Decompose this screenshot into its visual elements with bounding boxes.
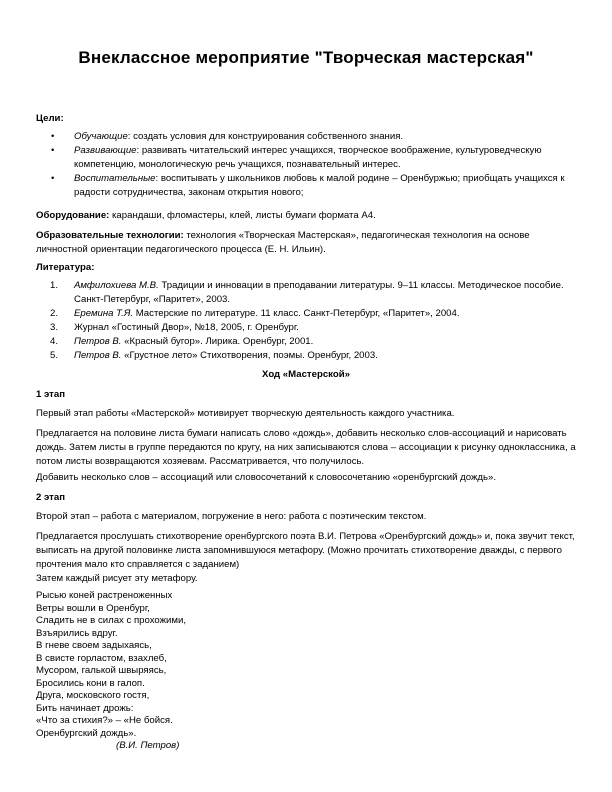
- stage1-heading: 1 этап: [36, 389, 66, 400]
- bullet-icon: •: [51, 131, 55, 142]
- poem-line: В свисте горластом, взахлеб,: [36, 652, 167, 664]
- lit-author: Петров В.: [74, 350, 122, 361]
- goal-label: Воспитательные: [74, 173, 156, 184]
- goal-label: Развивающие: [74, 145, 137, 156]
- literature-list: [36, 279, 576, 363]
- document-title: Внеклассное мероприятие "Творческая мастерская": [78, 48, 534, 67]
- bullet-icon: •: [51, 173, 55, 184]
- lit-text: «Красный бугор». Лирика. Оренбург, 2001.: [121, 336, 314, 347]
- stage2-paragraph-3: Затем каждый рисует эту метафору.: [36, 573, 198, 584]
- technologies-label: Образовательные технологии:: [36, 230, 184, 241]
- list-item: [36, 349, 576, 363]
- lit-text: Мастерские по литературе. 11 класс. Санкт-Петербург, «Паритет», 2004.: [133, 308, 460, 319]
- list-item: [36, 321, 576, 335]
- poem: [36, 590, 336, 753]
- stage1-paragraph-1: Первый этап работы «Мастерской» мотивирует творческую деятельность каждого участника.: [36, 408, 455, 419]
- goal-text: : воспитывать у школьников любовь к малой родине – Оренбуржью; приобщать учащихся к радости сотрудничества, законам открытия нового;: [74, 173, 565, 198]
- goals-heading: Цели:: [36, 113, 64, 124]
- list-item: [36, 130, 576, 144]
- technologies-text: технология «Творческая Мастерская», педагогическая технология на основе личностной ориентации педагогического процесса (Е. Н. Ильин).: [36, 230, 530, 255]
- list-item: [36, 335, 576, 349]
- poem-line: Взъярились вдруг.: [36, 627, 118, 639]
- goal-text: : создать условия для конструирования собственного знания.: [127, 131, 404, 142]
- list-item: [36, 307, 576, 321]
- lit-author: Еремина Т.Я.: [74, 308, 134, 319]
- poem-line: Сладить не в силах с прохожими,: [36, 615, 187, 626]
- list-item: [36, 144, 576, 172]
- item-number: 2.: [50, 308, 59, 319]
- poem-line: Мусором, галькой швыряясь,: [36, 665, 167, 676]
- list-item: [36, 279, 576, 307]
- poem-line: Бросились кони в галоп.: [36, 677, 145, 689]
- item-number: 4.: [50, 336, 59, 347]
- lit-text: Традиции и инновации в преподавании литературы. 9–11 классы. Методическое пособие. Санкт-Петербург, «Паритет», 2003.: [74, 280, 564, 305]
- course-heading: Ход «Мастерской»: [262, 369, 350, 380]
- goal-label: Обучающие: [74, 131, 128, 142]
- lit-author: Амфилохиева М.В.: [74, 280, 159, 291]
- poem-line: Рысью коней растреноженных: [36, 590, 173, 601]
- goal-text: : развивать читательский интерес учащихся, творческое воображение, культуроведческую компетенцию, монологическую речь учащихся, познавательный интерес.: [74, 145, 542, 170]
- technologies-paragraph: [36, 229, 576, 257]
- literature-heading: Литература:: [36, 262, 95, 273]
- lit-text: «Грустное лето» Стихотворения, поэмы. Оренбург, 2003.: [121, 350, 378, 361]
- stage2-paragraph-1: Второй этап – работа с материалом, погружение в него: работа с поэтическим текстом.: [36, 511, 427, 522]
- item-number: 3.: [50, 322, 59, 333]
- poem-line: Ветры вошли в Оренбург,: [36, 602, 150, 614]
- stage1-paragraph-3: Добавить несколько слов – ассоциаций или словосочетаний к словосочетанию «оренбургский дождь».: [36, 472, 497, 483]
- item-number: 5.: [50, 350, 59, 361]
- stage2-heading: 2 этап: [36, 492, 66, 503]
- lit-author: Петров В.: [74, 336, 122, 347]
- bullet-icon: •: [51, 145, 55, 156]
- stage1-paragraph-2: Предлагается на половине листа бумаги написать слово «дождь», добавить несколько слов-ассоциаций и нарисовать дождь. Затем листы в группе передаются по кругу, на них записываются слова – ассоциации к рисунку одноклассника, а потом листы возвращаются хозяевам. Рассматривается, что получилось.: [36, 428, 576, 467]
- item-number: 1.: [50, 280, 59, 291]
- equipment-label: Оборудование:: [36, 210, 110, 221]
- poem-line: Оренбургский дождь».: [36, 727, 137, 739]
- poem-line: «Что за стихия?» – «Не бойся.: [36, 715, 173, 726]
- poem-line: В гневе своем задыхаясь,: [36, 640, 152, 651]
- list-item: [36, 172, 576, 200]
- goals-list: [36, 130, 576, 200]
- poem-line: Друга, московского гостя,: [36, 690, 150, 701]
- equipment-paragraph: [36, 209, 576, 223]
- stage2-paragraph-2: Предлагается прослушать стихотворение оренбургского поэта В.И. Петрова «Оренбургский дождь» и, пока звучит текст, выписать на другой половинке листа запомнившуюся метафору. (Можно прочитать стихотворение дважды, с первого прочтения мало кто справляется с заданием): [36, 531, 575, 570]
- lit-text: Журнал «Гостиный Двор», №18, 2005, г. Оренбург.: [74, 322, 299, 333]
- poem-line: Бить начинает дрожь:: [36, 702, 134, 714]
- equipment-text: карандаши, фломастеры, клей, листы бумаги формата А4.: [109, 210, 376, 221]
- poem-author: (В.И. Петров): [116, 740, 180, 751]
